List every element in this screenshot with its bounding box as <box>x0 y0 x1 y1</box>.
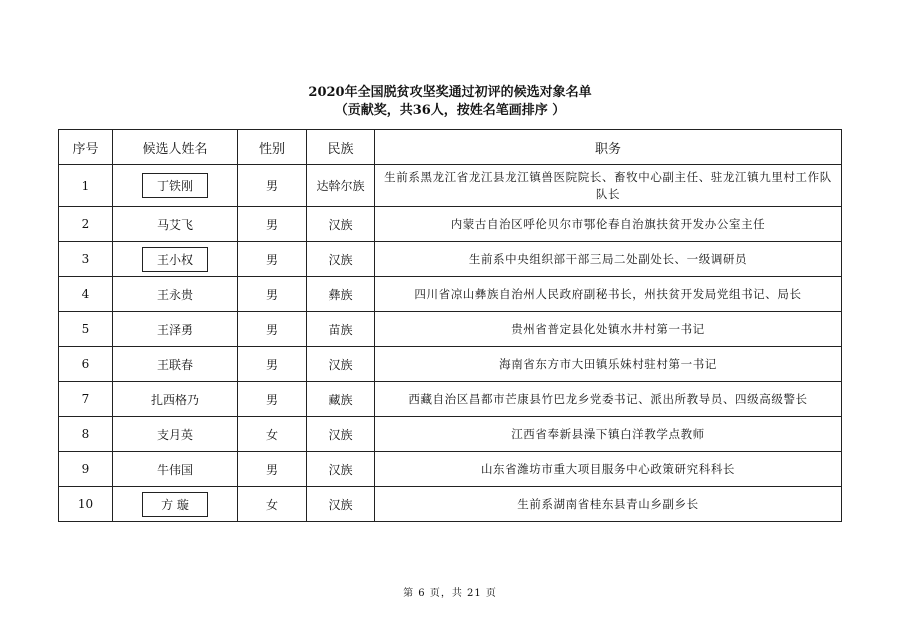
cell-name: 王永贵 <box>113 277 238 312</box>
cell-duty: 生前系中央组织部干部三局二处副处长、一级调研员 <box>375 242 842 277</box>
table-row <box>59 452 842 487</box>
cell-number: 10 <box>59 487 113 522</box>
boxed-name: 丁铁刚 <box>142 173 208 198</box>
table-row <box>59 382 842 417</box>
table-row <box>59 242 842 277</box>
cell-ethnicity: 苗族 <box>307 312 375 347</box>
table-body <box>59 165 842 522</box>
cell-number: 8 <box>59 417 113 452</box>
table-row <box>59 207 842 242</box>
cell-duty: 内蒙古自治区呼伦贝尔市鄂伦春自治旗扶贫开发办公室主任 <box>375 207 842 242</box>
cell-number: 1 <box>59 165 113 207</box>
header-duty: 职务 <box>375 130 842 165</box>
cell-gender: 男 <box>238 312 307 347</box>
cell-ethnicity: 汉族 <box>307 487 375 522</box>
cell-name: 支月英 <box>113 417 238 452</box>
cell-name: 扎西格乃 <box>113 382 238 417</box>
table-row <box>59 277 842 312</box>
cell-duty: 四川省凉山彝族自治州人民政府副秘书长，州扶贫开发局党组书记、局长 <box>375 277 842 312</box>
cell-gender: 男 <box>238 382 307 417</box>
cell-ethnicity: 汉族 <box>307 417 375 452</box>
boxed-name: 方 璇 <box>142 492 208 517</box>
cell-gender: 男 <box>238 242 307 277</box>
cell-gender: 男 <box>238 207 307 242</box>
cell-ethnicity: 汉族 <box>307 242 375 277</box>
cell-gender: 女 <box>238 417 307 452</box>
cell-name <box>113 487 238 522</box>
cell-duty: 江西省奉新县澡下镇白洋教学点教师 <box>375 417 842 452</box>
header-number: 序号 <box>59 130 113 165</box>
cell-ethnicity: 藏族 <box>307 382 375 417</box>
cell-number: 5 <box>59 312 113 347</box>
document-title: 2020年全国脱贫攻坚奖通过初评的候选对象名单 <box>308 85 592 100</box>
cell-gender: 女 <box>238 487 307 522</box>
cell-gender: 男 <box>238 347 307 382</box>
cell-duty: 生前系黑龙江省龙江县龙江镇兽医院院长、畜牧中心副主任、驻龙江镇九里村工作队队长 <box>375 165 842 207</box>
document-subtitle: （贡献奖，共36人，按姓名笔画排序 ） <box>334 103 566 118</box>
page-number: 第 6 页，共 21 页 <box>403 588 497 599</box>
cell-duty: 山东省潍坊市重大项目服务中心政策研究科科长 <box>375 452 842 487</box>
cell-name: 牛伟国 <box>113 452 238 487</box>
cell-ethnicity: 汉族 <box>307 452 375 487</box>
cell-duty: 西藏自治区昌都市芒康县竹巴龙乡党委书记、派出所教导员、四级高级警长 <box>375 382 842 417</box>
table-row <box>59 347 842 382</box>
cell-number: 4 <box>59 277 113 312</box>
cell-duty: 贵州省普定县化处镇水井村第一书记 <box>375 312 842 347</box>
cell-name <box>113 242 238 277</box>
table-row <box>59 312 842 347</box>
cell-number: 3 <box>59 242 113 277</box>
table-row <box>59 487 842 522</box>
cell-ethnicity: 达斡尔族 <box>307 165 375 207</box>
header-name: 候选人姓名 <box>113 130 238 165</box>
cell-number: 2 <box>59 207 113 242</box>
cell-name: 王泽勇 <box>113 312 238 347</box>
boxed-name: 王小权 <box>142 247 208 272</box>
cell-number: 7 <box>59 382 113 417</box>
table-row <box>59 417 842 452</box>
cell-gender: 男 <box>238 452 307 487</box>
header-ethnicity: 民族 <box>307 130 375 165</box>
cell-number: 9 <box>59 452 113 487</box>
cell-gender: 男 <box>238 277 307 312</box>
cell-ethnicity: 彝族 <box>307 277 375 312</box>
cell-number: 6 <box>59 347 113 382</box>
cell-name: 马艾飞 <box>113 207 238 242</box>
cell-gender: 男 <box>238 165 307 207</box>
header-gender: 性别 <box>238 130 307 165</box>
candidate-table <box>58 129 842 522</box>
cell-ethnicity: 汉族 <box>307 207 375 242</box>
table-header-row <box>59 130 842 165</box>
table-row <box>59 165 842 207</box>
cell-name <box>113 165 238 207</box>
cell-name: 王联春 <box>113 347 238 382</box>
cell-duty: 海南省东方市大田镇乐妹村驻村第一书记 <box>375 347 842 382</box>
cell-duty: 生前系湖南省桂东县青山乡副乡长 <box>375 487 842 522</box>
cell-ethnicity: 汉族 <box>307 347 375 382</box>
